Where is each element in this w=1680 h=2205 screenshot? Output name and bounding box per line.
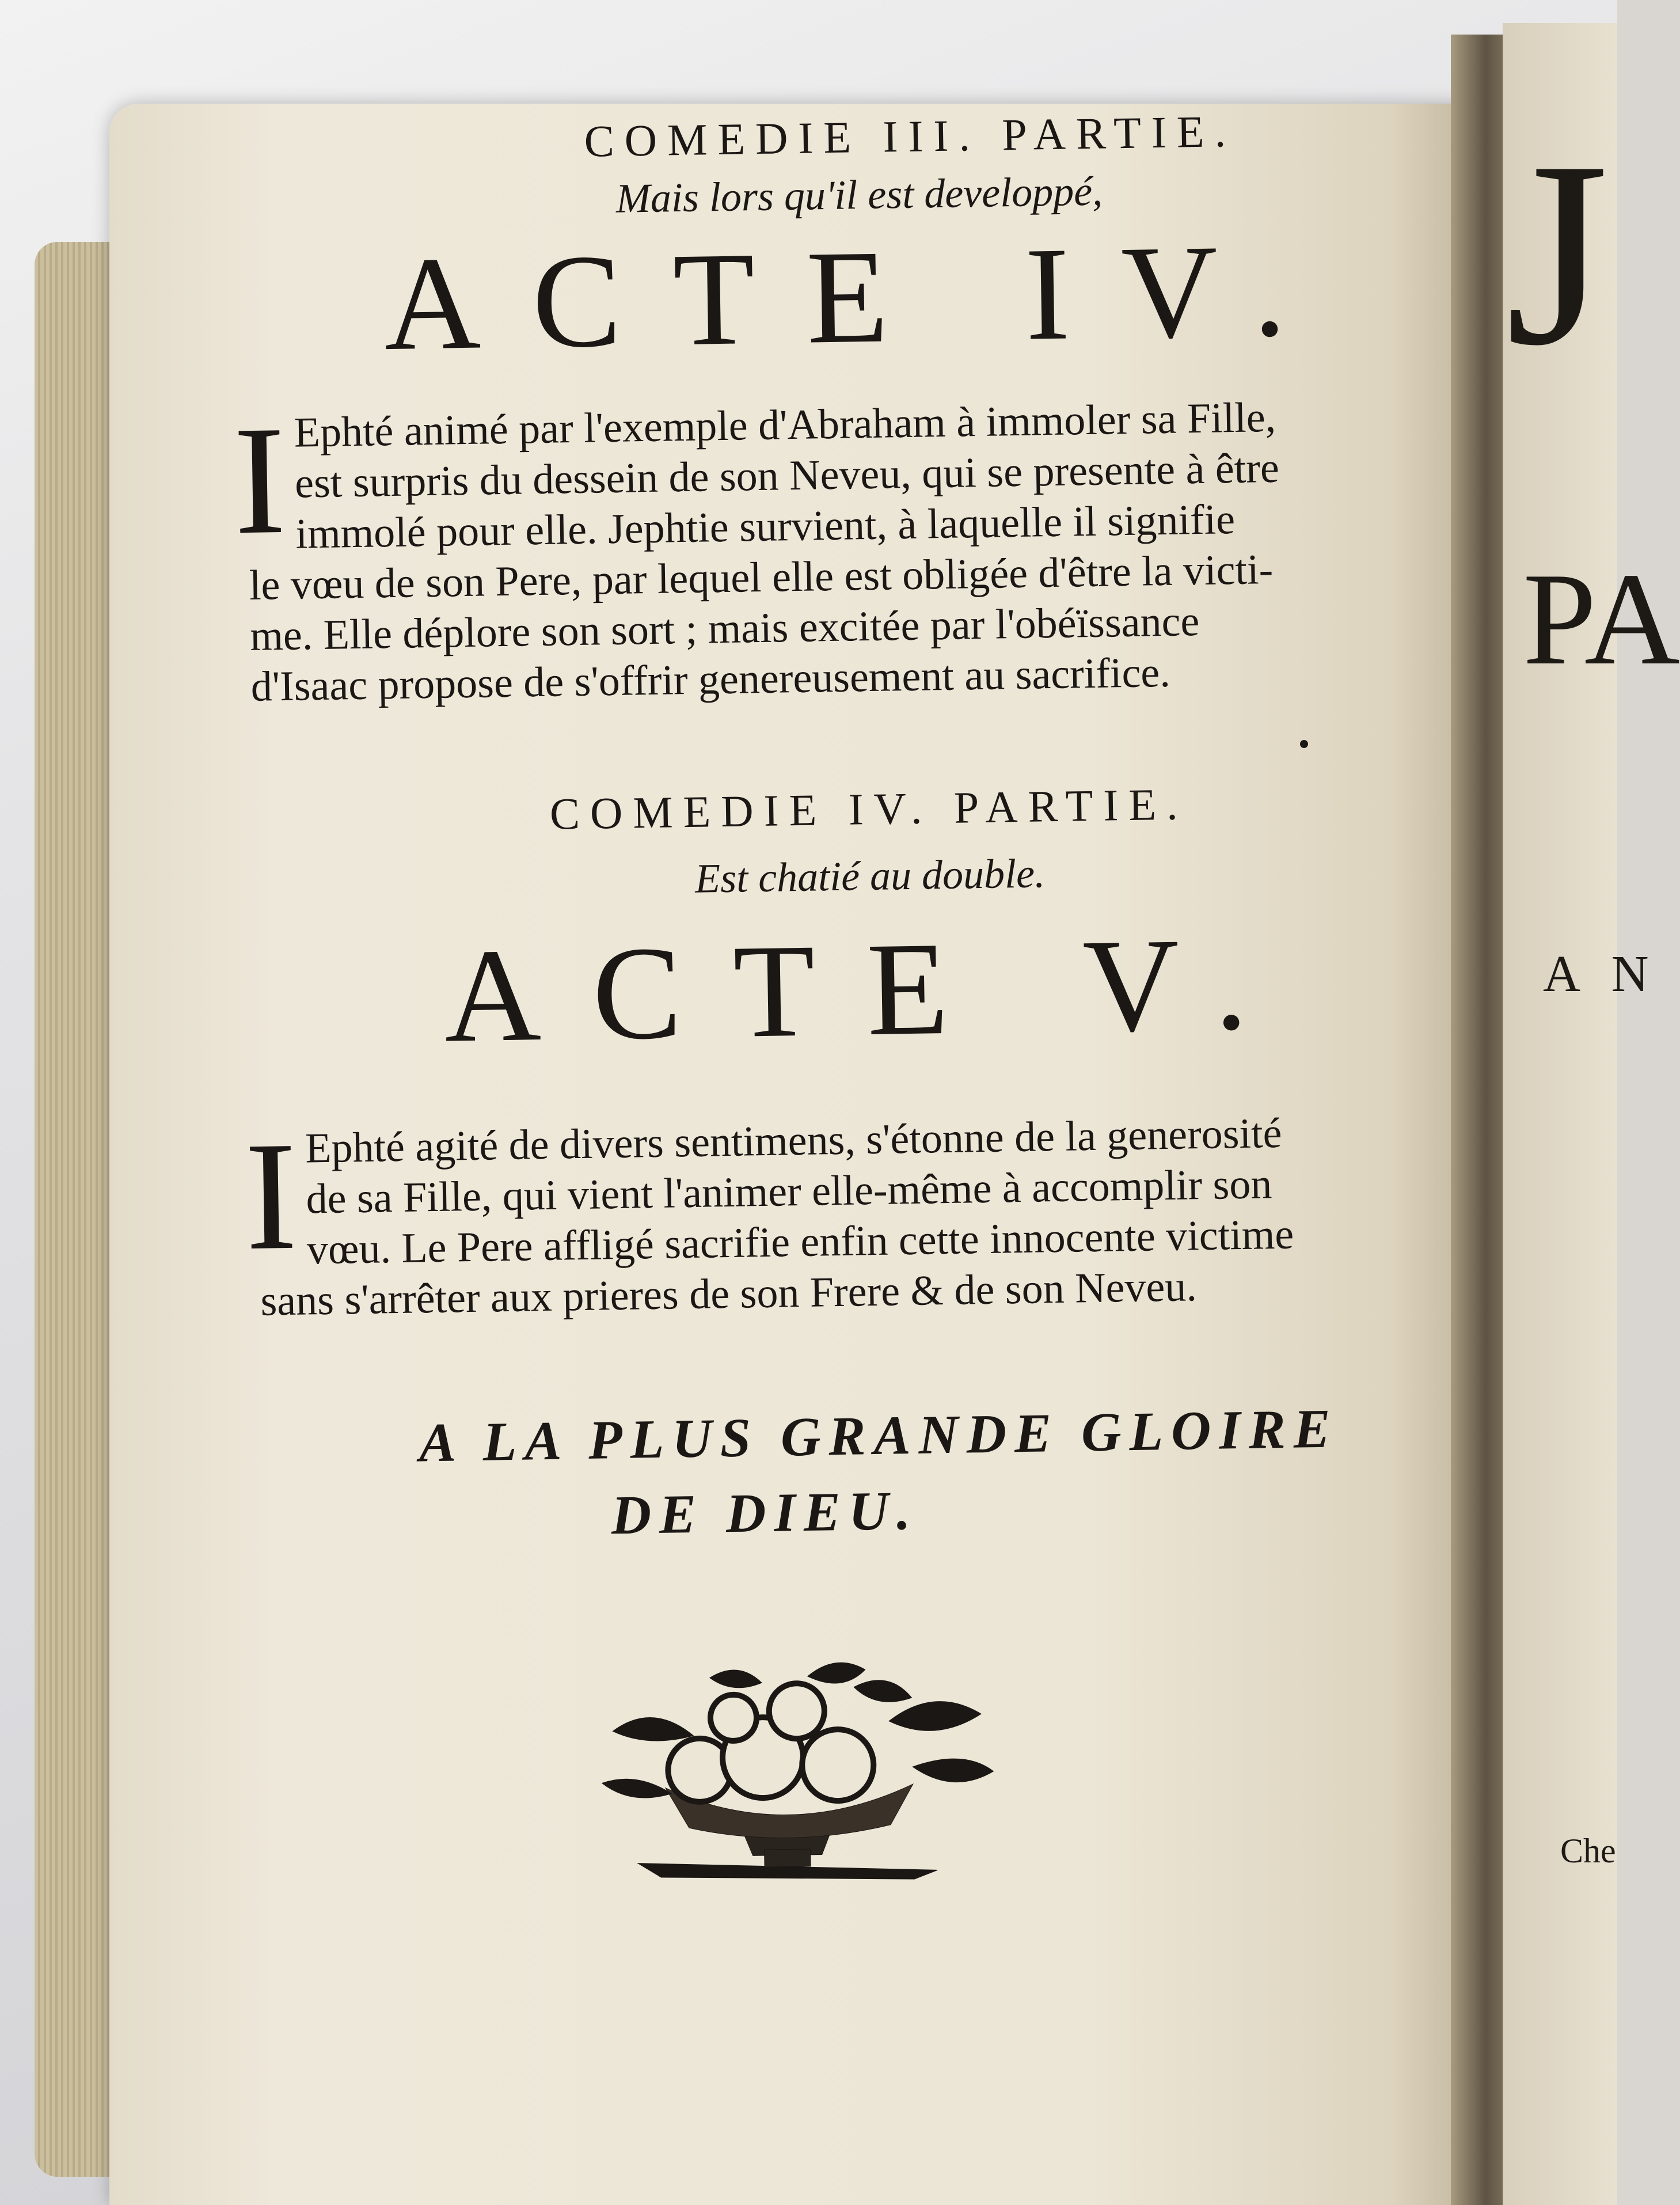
- fruit-basket-woodcut-icon: [565, 1650, 1007, 1899]
- summary-1-line: immolé pour elle. Jephtie survient, à laquelle il signifie: [295, 495, 1236, 558]
- drop-cap-1: I: [232, 393, 287, 567]
- section-subtitle-2: Est chatié au double.: [694, 850, 1046, 902]
- summary-2-line: Ephté agité de divers sentimens, s'étonne de la generosité: [305, 1109, 1283, 1172]
- summary-1-line: le vœu de son Pere, par lequel elle est obligée d'être la victi-: [249, 545, 1274, 609]
- act-summary-1: [232, 389, 1483, 712]
- act-title-2: ACTE V.: [443, 909, 1301, 1071]
- drop-cap-2: I: [244, 1109, 298, 1283]
- left-page-content: [232, 90, 1502, 1903]
- act-title-1: ACTE IV.: [383, 215, 1339, 379]
- right-page-fragment-4: Che: [1560, 1832, 1616, 1870]
- closing-line-2: DE DIEU.: [610, 1479, 919, 1546]
- summary-2-line: de sa Fille, qui vient l'animer elle-même à accomplir son: [306, 1160, 1272, 1223]
- closing-line-1: A LA PLUS GRANDE GLOIRE: [419, 1397, 1339, 1474]
- summary-1-line: d'Isaac propose de s'offrir genereusement au sacrifice.: [250, 648, 1171, 711]
- summary-2-line: sans s'arrêter aux prieres de son Frere & de son Neveu.: [260, 1263, 1198, 1325]
- section-header-2: COMEDIE IV. PARTIE.: [549, 779, 1189, 839]
- right-page-fragment-3: A N: [1543, 946, 1659, 1003]
- section-subtitle-1: Mais lors qu'il est developpé,: [615, 168, 1103, 222]
- act-summary-2: [244, 1105, 1493, 1327]
- summary-1-line: Ephté animé par l'exemple d'Abraham à immoler sa Fille,: [294, 393, 1276, 457]
- section-header-1: COMEDIE III. PARTIE.: [584, 105, 1237, 166]
- summary-1-line: me. Elle déplore son sort ; mais excitée par l'obéïssance: [249, 597, 1200, 660]
- stray-ink-dot: [1300, 740, 1308, 748]
- summary-1-line: est surpris du dessein de son Neveu, qui se presente à être: [294, 444, 1280, 507]
- summary-2-line: vœu. Le Pere affligé sacrifie enfin cette innocente victime: [306, 1210, 1294, 1274]
- right-page-fragment-2: PA: [1523, 545, 1680, 692]
- right-page-fragment-1: J: [1506, 107, 1609, 400]
